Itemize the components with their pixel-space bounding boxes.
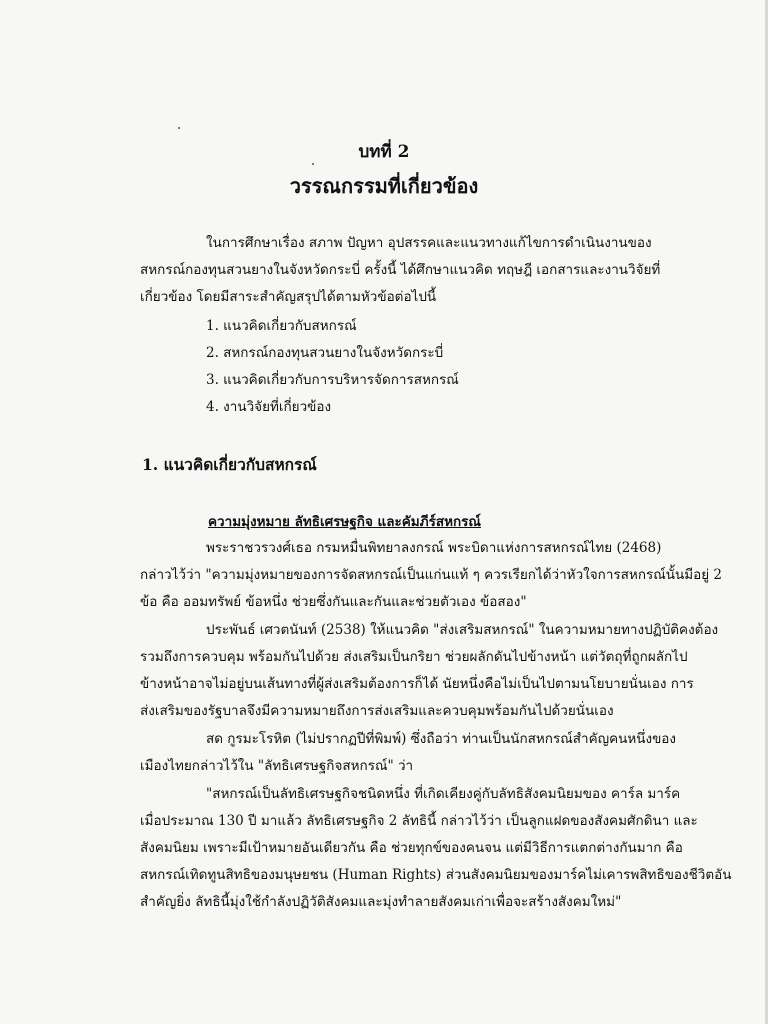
section-heading: 1. แนวคิดเกี่ยวกับสหกรณ์ [142, 455, 317, 474]
scan-speck [178, 127, 180, 129]
quote-line: สหกรณ์เทิดทูนสิทธิของมนุษยชน (Human Rights) ส่วนสังคมนิยมของมาร์คไม่เคารพสิทธิของชีวิตอัน [140, 867, 732, 883]
chapter-title: วรรณกรรมที่เกี่ยวข้อง [289, 174, 479, 198]
paragraph-line: ส่งเสริมของรัฐบาลจึงมีความหมายถึงการส่งเสริมและควบคุมพร้อมกันไปด้วยนั่นเอง [140, 703, 614, 719]
paragraph-line: ข้อ คือ ออมทรัพย์ ข้อหนึ่ง ช่วยซึ่งกันและกันและช่วยตัวเอง ข้อสอง" [140, 594, 527, 610]
paragraph-line: สด กูรมะโรหิต (ไม่ปรากฏปีที่พิมพ์) ซึ่งถือว่า ท่านเป็นนักสหกรณ์สำคัญคนหนึ่งของ [206, 731, 677, 747]
paragraph-line: เมืองไทยกล่าวไว้ใน "ลัทธิเศรษฐกิจสหกรณ์" ว่า [140, 758, 414, 774]
paragraph-line: ข้างหน้าอาจไม่อยู่บนเส้นทางที่ผู้ส่งเสริมต้องการก็ได้ นัยหนึ่งคือไม่เป็นไปตามนโยบายนั่นเอง การ [140, 676, 694, 692]
quote-line: สำคัญยิ่ง ลัทธินี้มุ่งใช้กำลังปฏิวัติสังคมและมุ่งทำลายสังคมเก่าเพื่อจะสร้างสังคมใหม่" [140, 894, 622, 910]
paragraph-line: พระราชวรวงศ์เธอ กรมหมื่นพิทยาลงกรณ์ พระบิดาแห่งการสหกรณ์ไทย (2468) [206, 540, 662, 556]
chapter-number: บทที่ 2 [358, 142, 410, 162]
topic-item: 4. งานวิจัยที่เกี่ยวข้อง [206, 399, 332, 415]
intro-line: สหกรณ์กองทุนสวนยางในจังหวัดกระบี่ ครั้งนี้ ได้ศึกษาแนวคิด ทฤษฎี เอกสารและงานวิจัยที่ [140, 262, 661, 278]
topic-item: 2. สหกรณ์กองทุนสวนยางในจังหวัดกระบี่ [206, 345, 444, 361]
paragraph-line: กล่าวไว้ว่า "ความมุ่งหมายของการจัดสหกรณ์เป็นแก่นแท้ ๆ ควรเรียกได้ว่าหัวใจการสหกรณ์นั้นมีอยู่ 2 [140, 567, 723, 583]
intro-line: ในการศึกษาเรื่อง สภาพ ปัญหา อุปสรรคและแนวทางแก้ไขการดำเนินงานของ [206, 235, 652, 251]
topic-item: 3. แนวคิดเกี่ยวกับการบริหารจัดการสหกรณ์ [206, 372, 459, 388]
quote-line: "สหกรณ์เป็นลัทธิเศรษฐกิจชนิดหนึ่ง ที่เกิดเคียงคู่กับลัทธิสังคมนิยมของ คาร์ล มาร์ค [206, 786, 681, 802]
quote-line: สังคมนิยม เพราะมีเป้าหมายอันเดียวกัน คือ ช่วยทุกข์ของคนจน แต่มีวิธีการแตกต่างกันมาก คือ [140, 840, 683, 856]
paragraph-line: ประพันธ์ เศวตนันท์ (2538) ให้แนวคิด "ส่งเสริมสหกรณ์" ในความหมายทางปฏิบัติคงต้อง [206, 622, 719, 638]
topic-item: 1. แนวคิดเกี่ยวกับสหกรณ์ [206, 318, 357, 334]
intro-line: เกี่ยวข้อง โดยมีสาระสำคัญสรุปได้ตามหัวข้อต่อไปนี้ [140, 289, 437, 305]
subsection-heading: ความมุ่งหมาย ลัทธิเศรษฐกิจ และคัมภีร์สหกรณ์ [208, 514, 481, 530]
paragraph-line: รวมถึงการควบคุม พร้อมกันไปด้วย ส่งเสริมเป็นกริยา ช่วยผลักดันไปข้างหน้า แต่วัตถุที่ถูกผลักไป [140, 649, 688, 665]
quote-line: เมื่อประมาณ 130 ปี มาแล้ว ลัทธิเศรษฐกิจ 2 ลัทธินี้ กล่าวไว้ว่า เป็นลูกแฝดของสังคมศักดินา และ [140, 813, 698, 829]
